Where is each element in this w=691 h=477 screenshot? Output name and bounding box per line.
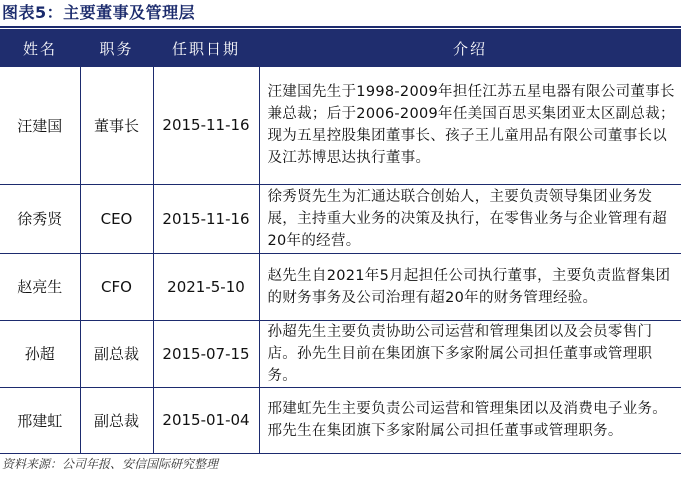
cell-role: CFO — [80, 253, 153, 320]
cell-date: 2015-11-16 — [153, 67, 259, 184]
header-role: 职务 — [80, 29, 153, 67]
cell-date: 2015-01-04 — [153, 387, 259, 453]
table-row — [0, 320, 681, 387]
cell-role: CEO — [80, 184, 153, 253]
cell-intro: 赵先生自2021年5月起担任公司执行董事，主要负责监督集团的财务事务及公司治理有超20年的财务管理经验。 — [259, 253, 681, 320]
header-date: 任职日期 — [153, 29, 259, 67]
figure-title: 图表5：主要董事及管理层 — [2, 3, 196, 22]
cell-intro: 孙超先生主要负责协助公司运营和管理集团以及会员零售门店。孙先生目前在集团旗下多家附属公司担任董事或管理职务。 — [259, 320, 681, 387]
table-header-row — [0, 29, 681, 67]
table-row — [0, 387, 681, 453]
cell-role: 董事长 — [80, 67, 153, 184]
table-row — [0, 184, 681, 253]
cell-name: 邢建虹 — [0, 387, 80, 453]
cell-intro: 邢建虹先生主要负责公司运营和管理集团以及消费电子业务。邢先生在集团旗下多家附属公司担任董事或管理职务。 — [259, 387, 681, 453]
cell-date: 2021-5-10 — [153, 253, 259, 320]
table-row — [0, 67, 681, 184]
cell-name: 赵亮生 — [0, 253, 80, 320]
cell-date: 2015-11-16 — [153, 184, 259, 253]
cell-role: 副总裁 — [80, 320, 153, 387]
cell-name: 孙超 — [0, 320, 80, 387]
cell-name: 徐秀贤 — [0, 184, 80, 253]
cell-intro: 徐秀贤先生为汇通达联合创始人，主要负责领导集团业务发展，主持重大业务的决策及执行，在零售业务与企业管理有超20年的经营。 — [259, 184, 681, 253]
source-note: 资料来源：公司年报、安信国际研究整理 — [2, 457, 219, 471]
cell-name: 汪建国 — [0, 67, 80, 184]
cell-role: 副总裁 — [80, 387, 153, 453]
header-intro: 介绍 — [259, 29, 681, 67]
table-row — [0, 253, 681, 320]
title-rule — [0, 26, 681, 28]
management-table — [0, 29, 681, 454]
cell-date: 2015-07-15 — [153, 320, 259, 387]
cell-intro: 汪建国先生于1998-2009年担任江苏五星电器有限公司董事长兼总裁；后于2006-2009年任美国百思买集团亚太区副总裁；现为五星控股集团董事长、孩子王儿童用品有限公司董事长以及江苏博思达执行董事。 — [259, 67, 681, 184]
header-name: 姓名 — [0, 29, 80, 67]
